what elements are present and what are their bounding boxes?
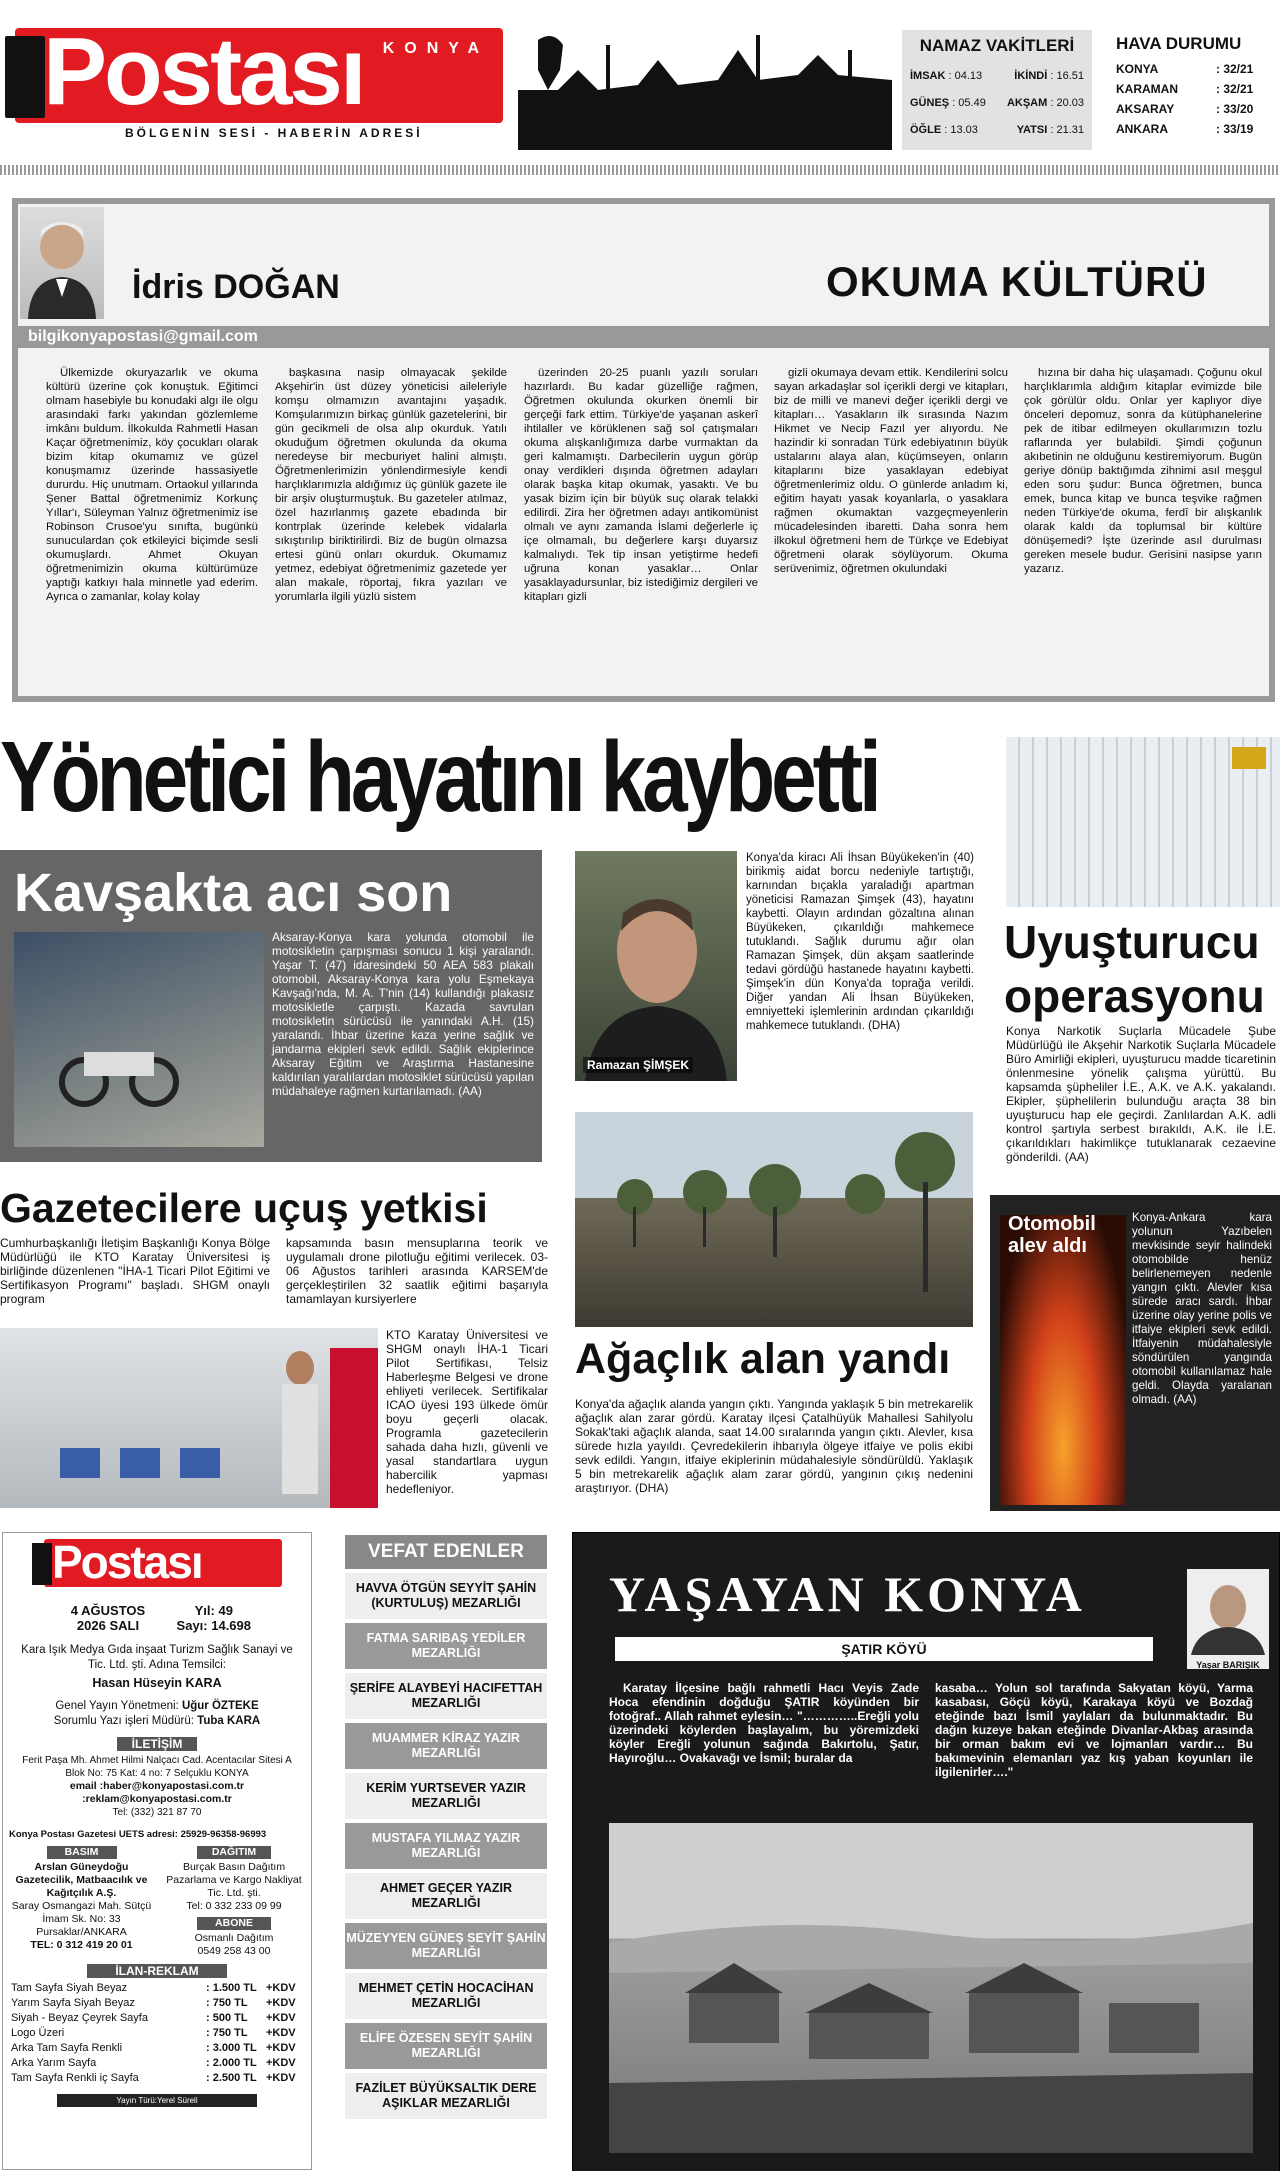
obituary-item: MEHMET ÇETİN HOCACİHAN MEZARLIĞI <box>345 1973 547 2019</box>
weather-row: KONYA : 32/21 <box>1116 62 1254 76</box>
obituary-item: AHMET GEÇER YAZIR MEZARLIĞI <box>345 1873 547 1919</box>
crash-text: Aksaray-Konya kara yolunda otomobil ile motosikletin çarpışması sonucu 1 kişi yaralandı. Yaşar T. (47) idaresindeki 50 AEA 583 plakalı otomobil, Aksaray-Konya kara yolu Eşmekaya Kavşağı'nda, M. A. T'nin (14) kullandığı plakasız motosikletle çarpıştı. Kazada savrulan motosikletin sürücüsü ile yanındaki A.H. (15) yaralandı. İhbar üzerine kaza yerine sağlık ve jandarma ekipleri sevk edildi. Sağlık ekiplerince Aksaray Eğitim ve Araştırma Hastanesine kaldırılan yaralılardan motosiklet sürücüsü yapılan müdahaleye rağmen kurtarılamadı. (AA) <box>272 930 534 1098</box>
forest-fire-text: Konya'da ağaçlık alanda yangın çıktı. Yangında yaklaşık 5 bin metrekarelik ağaçlık alan zarar gördü. Karatay ilçesi Çatalhüyük Mahallesi Sahilyolu Sokak'taki ağaçlık alanda, saat 14.00 sıralarında yangın çıktı. Alevler, kısa sürede hızla yayıldı. Çevredekilerin ihbarıyla ölgeye itfaiye ve polis ekibi sevk edildi. Yangın, itfaiye ekiplerinin müdahalesiyle söndürüldü. Yaklaşık 5 bin metrekarelik ağaçlık alam zarar gördü, yangının çıkış nedenini araştırıyor. (DHA) <box>575 1397 973 1495</box>
weather-title: HAVA DURUMU <box>1116 34 1242 53</box>
imprint-box <box>2 1532 312 2170</box>
obituary-item: HAVVA ÖTGÜN SEYYİT ŞAHİN (KURTULUŞ) MEZARLIĞI <box>345 1573 547 1619</box>
badge-icon <box>1232 747 1266 769</box>
issue-year: Yıl: 49 <box>194 1603 233 1618</box>
logo-wordmark: Postası <box>43 18 364 125</box>
uets-address: Konya Postası Gazetesi UETS adresi: 25929-96358-96993 <box>9 1829 267 1840</box>
columnist-photo <box>1187 1569 1269 1669</box>
issue-date: 4 AĞUSTOS 2026 SALI <box>70 1603 146 1633</box>
obituary-item: MUAMMER KİRAZ YAZIR MEZARLIĞI <box>345 1723 547 1769</box>
obituary-item: FAZİLET BÜYÜKSALTIK DERE AŞIKLAR MEZARLIĞI <box>345 2073 547 2119</box>
living-konya-subtitle: ŞATIR KÖYÜ <box>615 1637 1153 1661</box>
weather-box <box>1110 30 1280 150</box>
contact-email-2[interactable]: :reklam@konyapostasi.com.tr <box>82 1793 232 1805</box>
contact-heading: İLETİŞİM <box>117 1737 197 1751</box>
drone-text-3: KTO Karatay Üniversitesi ve SHGM onaylı İHA-1 Ticari Pilot Sertifikası, Telsiz Haberleşme Belgesi ve drone ehliyeti verilecek. Sertifikalar ICAO üyesi 193 ülkede ömür boyu geçerli olacak. Programla gazetecilerin sahada daha hızlı, güvenli ve yasal standartlara uygun habercilik yapması hedefleniyor. <box>386 1328 548 1496</box>
owner-block: Kara Işık Medya Gıda inşaat Turizm Sağlık Sanayi ve Tic. Ltd. şti. Adına Temsilci: Hasan Hüseyin KARA Genel Yayın Yönetmeni: Uğur ÖZTEKE Sorumlu Yazı işleri Müdürü: Tuba KARA <box>21 1644 293 1727</box>
prayer-row: ÖĞLE : 13.03 YATSI : 21.31 <box>910 124 1084 136</box>
drugs-headline[interactable]: Uyuşturucu operasyonu <box>1004 916 1265 1022</box>
header-divider <box>0 165 1280 175</box>
issue-number: Sayı: 14.698 <box>176 1618 251 1633</box>
logo-city: KONYA <box>382 40 489 57</box>
column-text-5: hızına bir daha hiç ulaşamadı. Çoğunu okul harçlıklarımla aldığım kitaplar evimizde bile çok görülür oldu. Onlar yer kaplıyor diye önceleri depomuz, sonra da kütüphanelerine pek de itibar edilmeyen okullarımızın tozlu raflarında yer bulabildi. Şimdi çoğunun akıbetinin ne olduğunu kestiremiyorum. Bugün geriye dönüp baktığımda zihnimi asıl meşgul eden soru şudur: Bunca öğretmen, bunca emek, bunca kitap ve bunca teşvike rağmen neden Türkiye'de okuma, ferdî bir alışkanlık olarak kaldı da toplumsal bir kültüre dönüşemedi? İşte üzerinde asıl durulması gereken mesele budur. Gerisini nasipse yarın yazarız. <box>1024 367 1262 575</box>
drugs-photo <box>1006 737 1280 907</box>
car-fire-box <box>990 1195 1280 1511</box>
drone-text-1: Cumhurbaşkanlığı İletişim Başkanlığı Konya Bölge Müdürlüğü ile KTO Karatay Üniversitesi iş birliğinde düzenlenen "İHA-1 Ticari Pilot Eğitimi ve Sertifikasyon Programı" başladı. SHGM onaylı program <box>0 1236 270 1306</box>
obituary-item: ŞERİFE ALAYBEYİ HACIFETTAH MEZARLIĞI <box>345 1673 547 1719</box>
imprint-date-row <box>3 1589 311 1633</box>
column-text-2: başkasına nasip olmayacak şekilde Akşehir'in üst düzey yöneticisi aileleriyle komşu olmamızın avantajını yaşadık. Komşularımızın birkaç günlük gazetelerini, bir gün gecikmeli de olsa alıp okurduk. Yatılı okuduğum öğretmen okulunda da okuma neredeyse bir mecburiyet halini almıştı. Öğretmenlerimizin yönlendirmesiyle kendi harçlıklarımızla aldığımız üç günlük gazete ile bir arşiv oluşturmuştuk. Bu gazeteler atılmaz, özel hazırlanmış gazete ebadında bir kontrplak üzerinde kelebek vidalarla sıkıştırılıp biriktirilirdi. Biz de bugün olmazsa ertesi günü onları okurduk. Okumamız yetmez, edebiyat öğretmenimiz gazetede yer alan makale, röportaj, fıkra yazıları ve yorumlarla ilgili yüzlü sistem <box>275 367 507 603</box>
publication-type: Yayın Türü:Yerel Süreli <box>57 2094 257 2107</box>
car-fire-photo <box>1000 1215 1126 1505</box>
contact-email-1[interactable]: :haber@konyapostasi.com.tr <box>99 1780 245 1792</box>
ad-prices-heading: İLAN-REKLAM <box>87 1964 227 1978</box>
main-story-text: Konya'da kiracı Ali İhsan Büyükeken'in (40) birikmiş aidat borcu nedeniyle tartıştığı, karnından bıçakla yaraladığı apartman yöneticisi Ramazan Şimşek (43), hayatını kaybetti. Olayın ardından gözaltına alınan Büyükeken, çıkarıldığı mahkemece tutuklandı. Sağlık durumu ağır olan Ramazan Şimşek, dün akşam saatlerinde tedavi gördüğü hastanede hayatını kaybetti. Şimşek'in dün Konya'da toprağa verildi. Diğer yandan Ali İhsan Büyükeken, emniyetteki işlemlerinin ardından çıkarıldığı mahkemece tutuklandı. (DHA) <box>746 852 974 1032</box>
obituaries-list <box>345 1573 547 2119</box>
weather-row: ANKARA : 33/19 <box>1116 122 1254 136</box>
column-title: OKUMA KÜLTÜRÜ <box>826 258 1208 305</box>
village-photo <box>609 1823 1253 2153</box>
column-text-4: gizli okumaya devam ettik. Kendilerini solcu sayan arkadaşlar sol içerikli dergi ve kitapları, biz de milli ve manevi değer içerikli dergi ve kitapları… Yasakların ilk sırasında Nazım Hikmet ve Necip Fazıl yer alıyordu. Ne hazindir ki sonradan Türk edebiyatının büyük ustalarını alaya alan, küçümseyen, onların kitaplarını bize yasaklayan edebiyat öğretmenlerimiz oldu. O günlerde anladım ki, eğitim hayatı yasak koyanlarla, o yasaklara rağmen okumaktan vazgeçmeyenlerin mücadelesinden ibaretti. Daha sonra hem ilkokul öğretmeni hem de Türkçe ve Edebiyat öğretmeni olarak söylüyorum. Okuma serüvenimiz, öğretmen okulundaki <box>774 367 1008 575</box>
ad-prices-list: Tam Sayfa Siyah Beyaz : 1.500 TL +KDV Yarım Sayfa Siyah Beyaz : 750 TL +KDV Siyah - Beyaz Çeyrek Sayfa : 500 TL +KDV Logo Üzeri : 750 TL +KDV Arka Tam Sayfa Renkli : 3.000 TL +KDV Arka Yarım Sayfa : 2.000 TL +KDV Tam Sayfa Renkli iç Sayfa : 2.500 TL +KDV <box>11 1982 296 2084</box>
main-headline[interactable]: Yönetici hayatını kaybetti <box>0 721 878 833</box>
victim-photo-caption: Ramazan ŞİMŞEK <box>583 1057 693 1073</box>
obituaries-title: VEFAT EDENLER <box>345 1535 547 1569</box>
columnist-name: Yaşar BARIŞIK <box>1196 1660 1260 1670</box>
column-text-1: Ülkemizde okuryazarlık ve okuma kültürü üzerine çok konuştuk. Eğitimci olmam hasebiyle bu konudaki algı ile olgu arasındaki farkı yakından gözlemleme imkânı buldum. İlkokulda Rahmetli Hasan Kaçar öğretmenimiz, köy çocukları olarak bizim kitap okumamız ve güzel konuşmamız üzerinde hassasiyetle dururdu. Hiç unutmam. Ortaokul yıllarında Şener Battal öğretmenimiz Korkunç Yıllar'ı, Süleyman Yalnız öğretmenimiz ise Robinson Crusoe'yu sınıfta, bugünkü sunuculardan çok etkileyici biçimde sesli okumuşlardı. Ahmet Okuyan öğretmenimizin okuma kültürümüze yaptığı katkıyı hala minnetle yad ederim. Ayrıca o zamanlar, kolay kolay <box>46 367 258 603</box>
living-konya-title[interactable]: YAŞAYAN KONYA <box>609 1566 1086 1622</box>
prayer-row: GÜNEŞ : 05.49 AKŞAM : 20.03 <box>910 97 1084 109</box>
obituary-item: MUSTAFA YILMAZ YAZIR MEZARLIĞI <box>345 1823 547 1869</box>
drone-headline[interactable]: Gazetecilere uçuş yetkisi <box>0 1185 488 1231</box>
prayer-times-title: NAMAZ VAKİTLERİ <box>919 36 1075 55</box>
author-photo <box>20 207 104 319</box>
contact-block: Ferit Paşa Mh. Ahmet Hilmi Nalçacı Cad. Acentacılar Sitesi A Blok No: 75 Kat: 4 no: 7 Selçuklu KONYA email :haber@konyapostasi.com.tr :reklam@konyapostasi.com.tr Tel: (332) 321 87 70 <box>3 1751 311 1819</box>
forest-fire-photo <box>575 1112 973 1327</box>
obituaries <box>345 1535 547 2171</box>
logo-i-glyph <box>5 36 45 118</box>
crash-photo <box>14 932 264 1147</box>
obituary-item: FATMA SARIBAŞ YEDİLER MEZARLIĞI <box>345 1623 547 1669</box>
weather-row: AKSARAY : 33/20 <box>1116 102 1254 116</box>
author-email[interactable]: bilgikonyapostasi@gmail.com <box>12 326 1275 348</box>
drugs-text: Konya Narkotik Suçlarla Mücadele Şube Müdürlüğü ile Akşehir Narkotik Suçlarla Mücadele Büro Amirliği ekipleri, uyuşturucu madde ticaretinin önlenmesine yönelik çalışma yürüttü. Bu kapsamda şüpheliler İ.E., A.K. ve A.K. yakalandı. Ekipler, şüphelilerin bulunduğu araçta 38 bin uyuşturucu hap ele geçirdi. Zanlılardan A.K. adli kontrol şartıyla serbest bırakıldı, A.K. ile İ.E. çıkarıldıkları hakimlikçe tutuklanarak cezaevine gönderildi. (AA) <box>1006 1024 1276 1164</box>
car-fire-headline[interactable]: Otomobil alev aldı <box>1008 1213 1096 1257</box>
obituary-item: ELİFE ÖZESEN SEYİT ŞAHİN MEZARLIĞI <box>345 2023 547 2069</box>
living-konya-text-1: Karatay İlçesine bağlı rahmetli Hacı Veyis Zade Hoca efendinin doğduğu ŞATIR köyünden bir fotoğraf.. Allah rahmet eylesin… "…………..Ereğli yolu üzerindeki köylerden başlayalım, bu yöremizdeki köyler Ereğli yolunun sağında Bakırtolu, Şatır, Hayıroğlu… Ovakavağı ve İsmil; buralar da <box>609 1681 919 1765</box>
drone-text-2: kapsamında basın mensuplarına teorik ve uygulamalı drone pilotluğu eğitimi verilecek. 03-06 Ağustos tarihleri arasında KARSEM'de gerçekleştirilen 32 saatlik eğitimi başarıyla tamamlayan kursiyerlere <box>286 1236 548 1306</box>
obituary-item: MÜZEYYEN GÜNEŞ SEYİT ŞAHİN MEZARLIĞI <box>345 1923 547 1969</box>
prayer-row: İMSAK : 04.13 İKİNDİ : 16.51 <box>910 70 1084 82</box>
column-text-3: üzerinden 20-25 puanlı yazılı soruları hazırlardı. Bu kadar güzelliğe rağmen, Öğretmen okulunda okurken önemli bir gerçeği fark ettim. Türkiye'de yaşanan askerî ihtilaller ve körüklenen sağ sol çatışmaları okuma alışkanlığımıza darbe vurmaktan da geri kalmamıştı. Darbecilerin uygun görüp onay verdikleri dışında öğretmen adayları olarak başka kitap okumak, yasaktı. Ve bu yasak bizim için bir büyük suç olarak telakki edilirdi. Zira her öğretmen adayı antikomünist olmalı ve aynı zamanda İslami değerlerle iç içe olmamalı, bu değerlere karşı duyarsız kalmalıydı. Tek tip insan yetiştirme hedefi uğruna konan yasaklar… Onlar yasaklayadursunlar, biz istediğimiz dergileri ve kitapları gizli <box>524 367 758 603</box>
weather-row: KARAMAN : 32/21 <box>1116 82 1254 96</box>
car-fire-text: Konya-Ankara kara yolunun Yazıbelen mevkisinde seyir halindeki otomobilde henüz belirlenemeyen nedenle yangın çıktı. Alevler kısa sürede aracı sardı. İhbar üzerine olay yerine polis ve itfaiye ekipleri sevk edildi. İtfaiyenin müdahalesiyle söndürülen yangında otomobil kullanılamaz hale geldi. Olayda yaralanan olmadı. (AA) <box>1132 1211 1272 1406</box>
logo-slogan: BÖLGENİN SESİ - HABERİN ADRESİ <box>125 126 423 140</box>
skyline-illustration <box>518 30 892 150</box>
living-konya-section <box>572 1532 1280 2171</box>
print-dist-row: BASIM Arslan Güneydoğu Gazetecilik, Matbaacılık ve Kağıtçılık A.Ş. Saray Osmangazi Mah. Sütçü İmam Sk. No: 33 Pursaklar/ANKARA TEL: 0 312 419 20 01 DAĞITIM Burçak Basın Dağıtım Pazarlama ve Kargo Nakliyat Tic. Ltd. şti. Tel: 0 332 233 09 99 ABONE Osmanlı Dağıtım 0549 258 43 00 <box>11 1846 302 1957</box>
forest-fire-headline[interactable]: Ağaçlık alan yandı <box>575 1335 951 1383</box>
column-author: İdris DOĞAN <box>132 268 340 306</box>
newspaper-logo <box>5 18 503 140</box>
crash-headline[interactable]: Kavşakta acı son <box>14 863 453 923</box>
living-konya-text-2: kasaba… Yolun sol tarafında Sakyatan köyü, Yarma kasabası, Göçü köyü, Karakaya köyü ve Bozdağ eteğinde bazı İsmil yaylaları da bulunmaktadır. Bu dağın kuzeye bakan eteğinde Divanlar-Akbaş arasında bir orman bakım evi ve lojmanları vardır… Bu bakımevinin elemanları yaz kış yaban koyunları ile ilgilenirler…." <box>935 1681 1253 1779</box>
obituary-item: KERİM YURTSEVER YAZIR MEZARLIĞI <box>345 1773 547 1819</box>
prayer-times-box <box>902 30 1092 150</box>
victim-photo <box>575 851 737 1081</box>
imprint-logo: Postası <box>32 1539 282 1589</box>
drone-class-photo <box>0 1328 378 1508</box>
